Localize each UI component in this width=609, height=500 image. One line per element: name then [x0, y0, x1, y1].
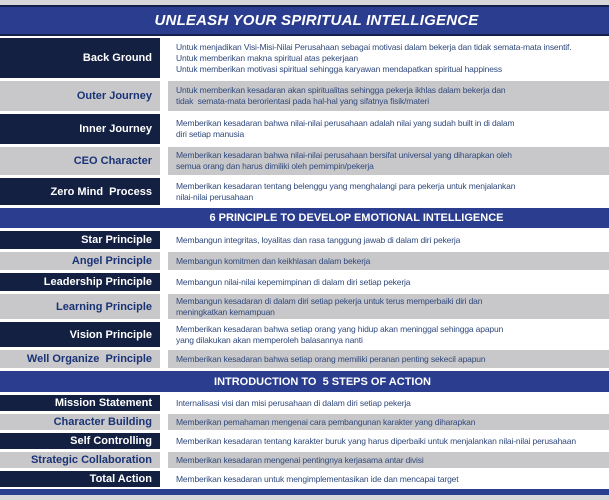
column-divider	[160, 114, 168, 144]
table-row	[0, 322, 609, 347]
section-action-rows	[0, 395, 609, 487]
row-description	[168, 231, 609, 249]
column-divider	[160, 294, 168, 319]
description-line: Membangun komitmen dan keikhlasan dalam bekerja	[176, 255, 371, 266]
row-label: Mission Statement	[0, 395, 160, 411]
description-line: Untuk memberikan kesadaran akan spiritualitas sehingga pekerja ikhlas dalam bekerja dan	[176, 85, 506, 95]
row-description	[168, 252, 609, 270]
table-row	[0, 252, 609, 270]
description-line: Memberikan kesadaran bahwa nilai-nilai perusahaan bersifat universal yang diharapkan oleh	[176, 150, 512, 160]
section-title-emotional-intelligence: 6 PRINCIPLE TO DEVELOP EMOTIONAL INTELLIGENCE	[0, 208, 609, 228]
row-description	[168, 114, 609, 144]
table-row	[0, 433, 609, 449]
column-divider	[160, 322, 168, 347]
description-line: Memberikan pemahaman mengenai cara pembangunan karakter yang diharapkan	[176, 416, 476, 427]
description-line: Membangun integritas, loyalitas dan rasa tanggung jawab di dalam diri pekerja	[176, 234, 461, 245]
row-description	[168, 350, 609, 368]
row-description	[168, 395, 609, 411]
column-divider	[160, 81, 168, 111]
description-line: Memberikan kesadaran bahwa nilai-nilai perusahaan adalah nilai yang sudah built in di dalam	[176, 118, 515, 128]
row-label: Self Controlling	[0, 433, 160, 449]
row-label: Angel Principle	[0, 252, 160, 270]
row-label: Leadership Principle	[0, 273, 160, 291]
row-label: Inner Journey	[0, 114, 160, 144]
description-line: meningkatkan kemampuan	[176, 306, 275, 317]
row-description	[168, 433, 609, 449]
row-description	[168, 147, 609, 175]
table-row	[0, 294, 609, 319]
table-row	[0, 414, 609, 430]
row-label: Star Principle	[0, 231, 160, 249]
column-divider	[160, 252, 168, 270]
description-line: Internalisasi visi dan misi perusahaan di dalam diri setiap pekerja	[176, 397, 411, 408]
row-description	[168, 273, 609, 291]
row-label: Strategic Collaboration	[0, 452, 160, 468]
row-description	[168, 322, 609, 347]
description-line: semua orang dan harus dimiliki oleh pemimpin/pekerja	[176, 161, 374, 171]
description-line: Membangun kesadaran di dalam diri setiap pekerja untuk terus memperbaiki diri dan	[176, 295, 483, 306]
description-line: Memberikan kesadaran tentang karakter buruk yang harus diperbaiki untuk menjalankan nilai-nilai perusahaan	[176, 435, 576, 446]
section-emotional-rows	[0, 231, 609, 368]
column-divider	[160, 433, 168, 449]
table-row	[0, 38, 609, 78]
row-label: Outer Journey	[0, 81, 160, 111]
table-row	[0, 273, 609, 291]
description-line: Memberikan kesadaran bahwa setiap orang memiliki peranan penting sekecil apapun	[176, 353, 486, 364]
row-description	[168, 294, 609, 319]
table-row	[0, 81, 609, 111]
description-line: Memberikan kesadaran tentang belenggu yang menghalangi para pekerja untuk menjalankan	[176, 180, 516, 191]
column-divider	[160, 273, 168, 291]
table-row	[0, 350, 609, 368]
row-label: Character Building	[0, 414, 160, 430]
column-divider	[160, 178, 168, 205]
row-label: Well Organize Principle	[0, 350, 160, 368]
description-line: yang dilakukan akan memperoleh balasannya nanti	[176, 334, 363, 345]
column-divider	[160, 38, 168, 78]
section-title-spiritual-intelligence: UNLEASH YOUR SPIRITUAL INTELLIGENCE	[0, 5, 609, 36]
table-row	[0, 231, 609, 249]
table-row	[0, 147, 609, 175]
column-divider	[160, 471, 168, 487]
row-label: Vision Principle	[0, 322, 160, 347]
column-divider	[160, 395, 168, 411]
section-title-steps-of-action: INTRODUCTION TO 5 STEPS OF ACTION	[0, 371, 609, 392]
table-row	[0, 452, 609, 468]
table-row	[0, 114, 609, 144]
description-line: Memberikan kesadaran mengenai pentingnya kerjasama antar divisi	[176, 454, 424, 465]
table-content	[0, 5, 609, 495]
row-label: Learning Principle	[0, 294, 160, 319]
row-description	[168, 178, 609, 205]
description-line: Membangun nilai-nilai kepemimpinan di dalam diri setiap pekerja	[176, 276, 411, 287]
description-line: Untuk menjadikan Visi-Misi-Nilai Perusahaan sebagai motivasi dalam bekerja dan tidak semata-mata insentif.	[176, 41, 572, 52]
table-row	[0, 178, 609, 205]
row-description	[168, 81, 609, 111]
description-line: Memberikan kesadaran bahwa setiap orang yang hidup akan meninggal sehingga apapun	[176, 323, 504, 334]
description-line: nilai-nilai perusahaan	[176, 191, 254, 202]
row-label: Zero Mind Process	[0, 178, 160, 205]
column-divider	[160, 350, 168, 368]
table-row	[0, 395, 609, 411]
description-line: tidak semata-mata berorientasi pada hal-hal yang sifatnya fisik/materi	[176, 96, 429, 106]
section-spiritual-rows	[0, 38, 609, 205]
column-divider	[160, 231, 168, 249]
column-divider	[160, 452, 168, 468]
column-divider	[160, 147, 168, 175]
description-line: Untuk memberikan motivasi spiritual sehingga karyawan mendapatkan spiritual happiness	[176, 63, 503, 74]
row-description	[168, 38, 609, 78]
description-line: diri setiap manusia	[176, 129, 245, 139]
row-description	[168, 471, 609, 487]
column-divider	[160, 414, 168, 430]
description-line: Memberikan kesadaran untuk mengimplementasikan ide dan mencapai target	[176, 473, 459, 484]
row-label: Total Action	[0, 471, 160, 487]
description-line: Untuk memberikan makna spiritual atas pekerjaan	[176, 52, 358, 63]
table-row	[0, 471, 609, 487]
row-description	[168, 452, 609, 468]
row-label: CEO Character	[0, 147, 160, 175]
row-description	[168, 414, 609, 430]
footer-accent-bar	[0, 489, 609, 495]
row-label: Back Ground	[0, 38, 160, 78]
